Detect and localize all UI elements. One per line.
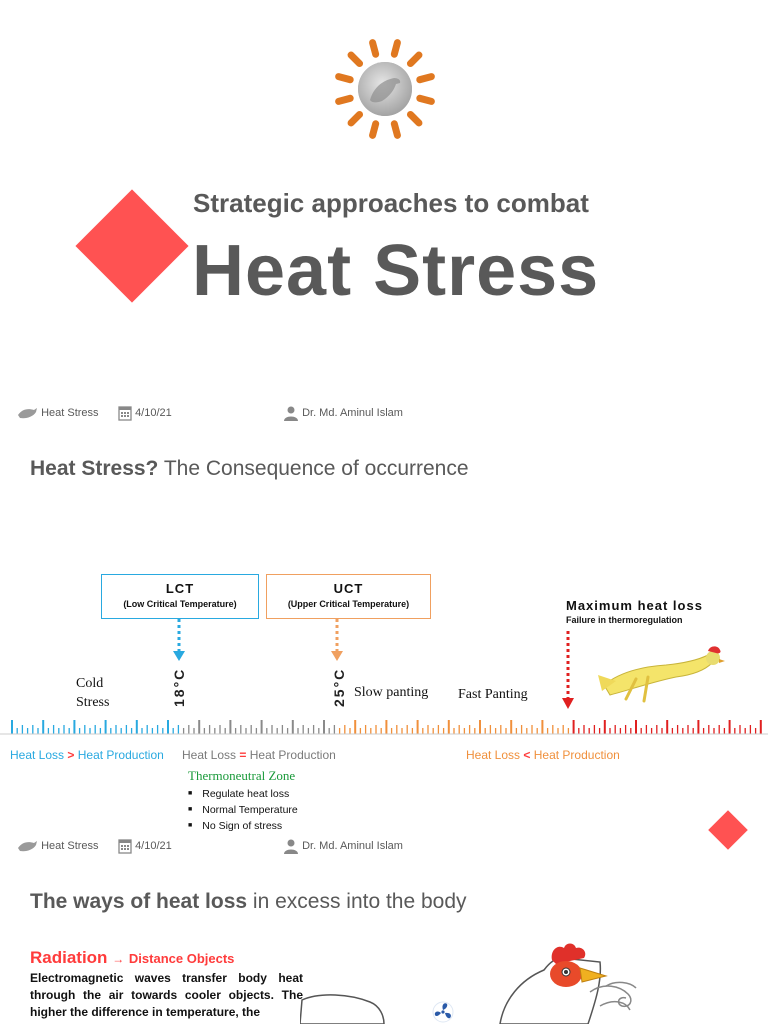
relation-neutral-a: Heat Loss: [182, 748, 237, 762]
relation-cold-op: >: [67, 748, 75, 762]
footer-author-label: Dr. Md. Aminul Islam: [302, 406, 403, 419]
fan-icon: [433, 1002, 453, 1022]
footer-date-label: 4/10/21: [135, 406, 172, 419]
sun-chicken-logo: [330, 34, 440, 144]
radiation-heading: [30, 948, 234, 968]
section-title-bold: Heat Stress?: [30, 457, 159, 480]
relation-hot-b: Heat Production: [533, 748, 620, 762]
exhausted-chicken-illustration: [596, 645, 726, 705]
section-title-heat-loss: [30, 890, 467, 914]
section-title-bold: The ways of heat loss: [30, 890, 248, 913]
relation-hot: [466, 748, 620, 762]
failure-label: Failure in thermoregulation: [566, 615, 683, 625]
section-title-rest: in excess into the body: [247, 890, 467, 913]
accent-diamond-small: [708, 810, 748, 850]
thermoneutral-zone-list: [188, 786, 298, 834]
footer-date: [118, 405, 172, 421]
section-title-heat-stress: [30, 457, 469, 481]
relation-neutral-op: =: [239, 748, 247, 762]
temp-18: 18°C: [171, 667, 187, 707]
list-item: ■ No Sign of stress: [188, 818, 298, 834]
temperature-scale: [0, 708, 768, 736]
thermoneutral-zone-title: Thermoneutral Zone: [188, 768, 296, 783]
person-icon: [283, 838, 299, 854]
calendar-icon: [118, 405, 132, 421]
section-title-rest: The Consequence of occurrence: [158, 457, 469, 480]
radiation-title: Radiation: [30, 948, 108, 967]
slide-subtitle: Strategic approaches to combat: [193, 188, 589, 218]
radiation-subtitle: Distance Objects: [128, 951, 235, 966]
relation-hot-a: Heat Loss: [466, 748, 521, 762]
relation-cold: [10, 748, 164, 762]
footer-topic: [16, 405, 99, 421]
footer-topic-label: Heat Stress: [41, 406, 99, 419]
lct-box: [101, 574, 259, 619]
person-icon: [283, 405, 299, 421]
max-heat-loss-label: Maximum heat loss: [566, 598, 703, 613]
temp-25: 25°C: [331, 667, 347, 707]
uct-desc: (Upper Critical Temperature): [287, 599, 410, 609]
list-item: ■ Regulate heat loss: [188, 786, 298, 802]
footer-date: [118, 838, 172, 854]
relation-cold-a: Heat Loss: [10, 748, 65, 762]
chicken-icon: [16, 838, 38, 854]
accent-diamond: [75, 189, 188, 302]
chicken-icon: [16, 405, 38, 421]
lct-label: LCT: [165, 581, 195, 596]
slow-panting-label: Slow panting: [354, 685, 429, 700]
slide-title: Heat Stress: [192, 231, 600, 311]
cold-stress-label: Cold Stress: [76, 676, 110, 710]
arrow-right-icon: →: [112, 952, 125, 966]
list-item: ■ Normal Temperature: [188, 802, 298, 818]
footer-date-label: 4/10/21: [135, 839, 172, 852]
footer-topic: [16, 838, 99, 854]
calendar-icon: [118, 838, 132, 854]
relation-neutral-b: Heat Production: [249, 748, 336, 762]
footer-author-label: Dr. Md. Aminul Islam: [302, 839, 403, 852]
relation-cold-b: Heat Production: [77, 748, 164, 762]
footer-author: [283, 405, 403, 421]
chicken-fan-illustration: [300, 940, 730, 1024]
radiation-body: Electromagnetic waves transfer body heat through the air towards cooler objects. The higher the difference in temperature, the: [30, 971, 303, 1019]
footer-topic-label: Heat Stress: [41, 839, 99, 852]
relation-hot-op: <: [523, 748, 531, 762]
relation-neutral: [182, 748, 336, 762]
uct-label: UCT: [333, 581, 364, 596]
footer-author: [283, 838, 403, 854]
lct-desc: (Low Critical Temperature): [123, 599, 237, 609]
fast-panting-label: Fast Panting: [458, 687, 528, 702]
uct-box: [266, 574, 431, 619]
